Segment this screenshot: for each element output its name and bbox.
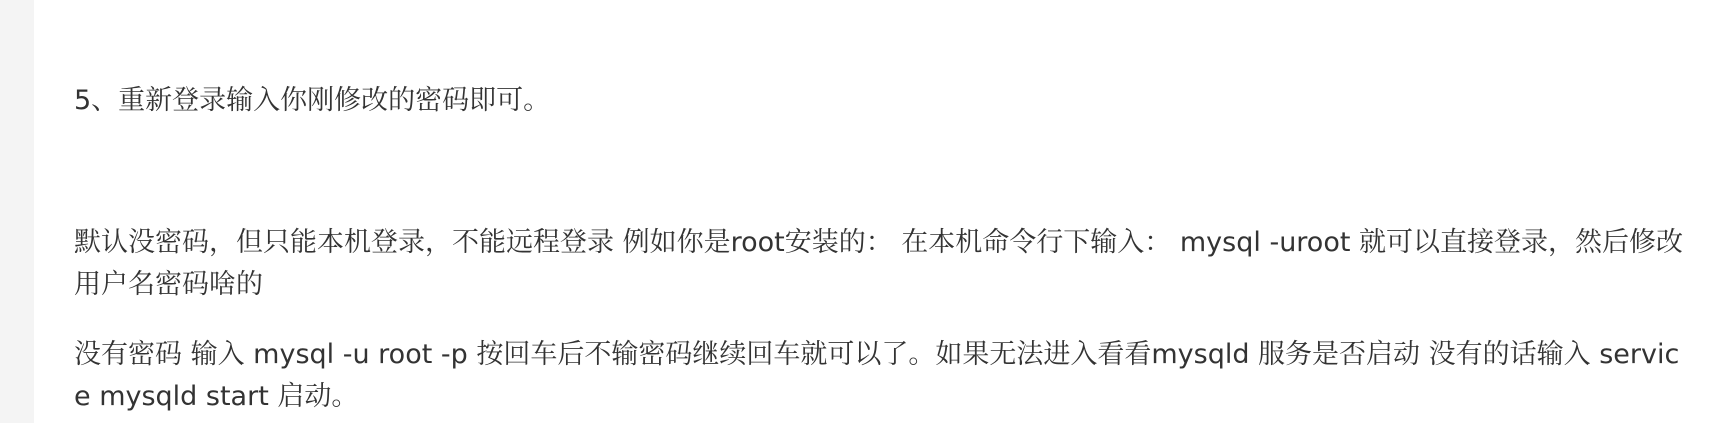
left-gutter <box>0 0 34 423</box>
paragraph-no-password-login: 没有密码 输入 mysql -u root -p 按回车后不输密码继续回车就可以了。如果无法进入看看mysqld 服务是否启动 没有的话输入 service mysqld start 启动。 <box>74 339 1680 412</box>
paragraph-default-no-password: 默认没密码，但只能本机登录，不能远程登录 例如你是root安装的： 在本机命令行下输入： mysql -uroot 就可以直接登录，然后修改用户名密码啥的 <box>74 227 1684 300</box>
paragraph-step-5: 5、重新登录输入你刚修改的密码即可。 <box>74 85 551 116</box>
